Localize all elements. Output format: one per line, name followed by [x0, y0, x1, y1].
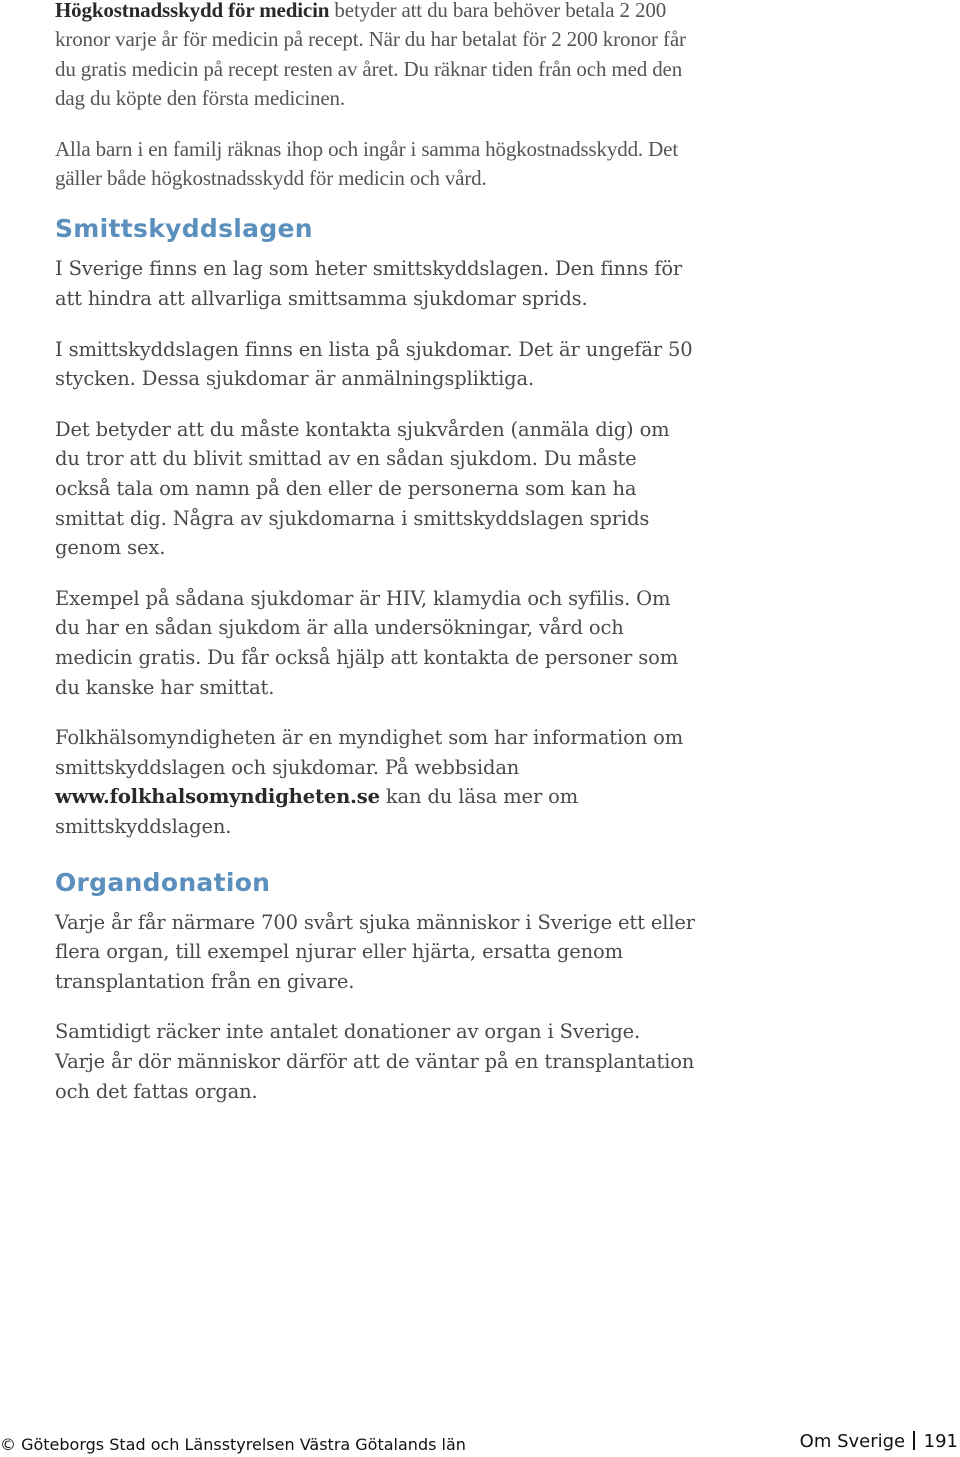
organdonation-paragraph-1: Varje år får närmare 700 svårt sjuka människor i Sverige ett eller flera organ, till exempel njurar eller hjärta, ersatta genom transplantation från en givare. — [55, 910, 695, 993]
page-footer — [0, 1430, 960, 1456]
intro-section — [55, 0, 695, 193]
organdonation-paragraph-2: Samtidigt räcker inte antalet donationer av organ i Sverige. Varje år dör människor därför att de väntar på en transplantation och det fattas organ. — [55, 1020, 695, 1103]
footer-page-number: 191 — [923, 1431, 958, 1452]
intro-paragraph-1-text: betyder att du bara behöver betala 2 200 kronor varje år för medicin på recept. När du har betalat för 2 200 kronor får du gratis medicin på recept resten av året. Du räknar tiden från och med den dag du köpte den första medicinen. — [55, 0, 686, 111]
smittskydd-paragraph-1: I Sverige finns en lag som heter smittskyddslagen. Den finns för att hindra att allvarliga smittsamma sjukdomar sprids. — [55, 257, 683, 311]
smittskydd-heading: Smittskyddslagen — [55, 214, 313, 244]
intro-paragraph-2: Alla barn i en familj räknas ihop och ingår i samma högkostnadsskydd. Det gäller både högkostnadsskydd för medicin och vård. — [55, 136, 678, 191]
folkhalsomyndigheten-link[interactable]: www.folkhalsomyndigheten.se — [55, 785, 380, 809]
intro-bold-term: Högkostnadsskydd för medicin — [55, 0, 330, 22]
smittskydd-paragraph-5-after: kan du läsa mer om smittskyddslagen. — [55, 785, 579, 838]
smittskydd-paragraph-5 — [55, 723, 695, 841]
smittskydd-paragraph-4: Exempel på sådana sjukdomar är HIV, klamydia och syfilis. Om du har en sådan sjukdom är alla undersökningar, vård och medicin gratis. Du får också hjälp att kontakta de personer som du kanske har smittat. — [55, 586, 679, 699]
footer-book-title: Om Sverige — [799, 1431, 906, 1452]
page-content — [55, 0, 695, 1127]
organdonation-section — [55, 868, 695, 1107]
intro-paragraph-1 — [55, 0, 695, 114]
footer-copyright: © Göteborgs Stad och Länsstyrelsen Västra Götalands län — [0, 1435, 466, 1454]
smittskydd-paragraph-3: Det betyder att du måste kontakta sjukvården (anmäla dig) om du tror att du blivit smittad av en sådan sjukdom. Du måste också tala om namn på den eller de personerna som kan ha smittat dig. Några av sjukdomarna i smittskyddslagen sprids genom sex. — [55, 417, 670, 560]
organdonation-heading: Organdonation — [55, 867, 271, 897]
smittskydd-section — [55, 214, 695, 841]
smittskydd-paragraph-5-before: Folkhälsomyndigheten är en myndighet som har information om smittskyddslagen och sjukdomar. På webbsidan — [55, 726, 684, 779]
footer-divider — [913, 1431, 915, 1450]
smittskydd-paragraph-2: I smittskyddslagen finns en lista på sjukdomar. Det är ungefär 50 stycken. Dessa sjukdomar är anmälningspliktiga. — [55, 337, 693, 391]
footer-page-info — [800, 1430, 958, 1454]
